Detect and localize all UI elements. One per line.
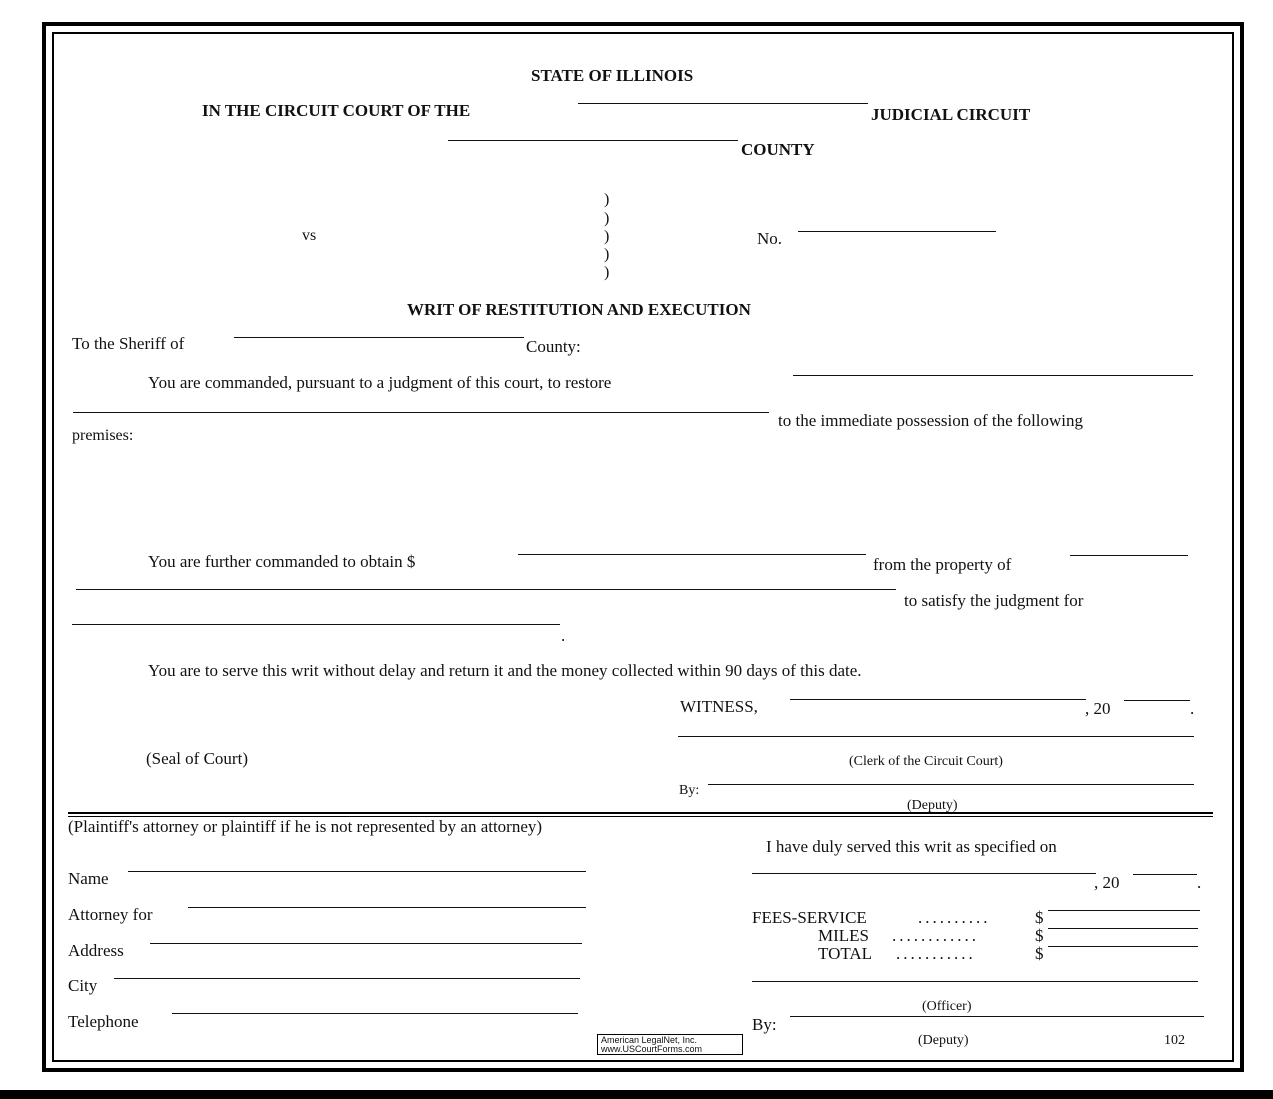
- satisfy-label: to satisfy the judgment for: [904, 591, 1084, 610]
- vs-label: vs: [302, 227, 317, 244]
- officer-label: (Officer): [922, 999, 972, 1014]
- clerk-deputy-label: (Deputy): [907, 798, 958, 813]
- witness-date-blank[interactable]: [790, 699, 1086, 700]
- total-dots: ...........: [896, 944, 976, 963]
- restore-to-blank-2[interactable]: [73, 412, 769, 413]
- clerk-deputy-line[interactable]: [708, 784, 1194, 785]
- circuit-blank[interactable]: [578, 103, 868, 104]
- commanded-text: You are commanded, pursuant to a judgment of this court, to restore: [148, 373, 612, 392]
- city-label: City: [68, 976, 98, 995]
- further-text: You are further commanded to obtain $: [148, 552, 416, 571]
- served-period: .: [1197, 873, 1202, 892]
- publisher-url: www.USCourtForms.com: [601, 1044, 703, 1054]
- possession-text: to the immediate possession of the following: [778, 411, 1084, 430]
- return-by-label: By:: [752, 1015, 777, 1034]
- served-year-prefix: , 20: [1094, 873, 1120, 892]
- caption-paren: ): [604, 246, 610, 263]
- miles-dollar: $: [1035, 926, 1044, 945]
- serve-text: You are to serve this writ without delay and return it and the money collected within 90 days of this date.: [148, 661, 862, 680]
- total-label: TOTAL: [818, 944, 873, 963]
- total-dollar: $: [1035, 944, 1044, 963]
- publisher-logo[interactable]: [597, 1034, 743, 1055]
- fees-service-blank[interactable]: [1048, 910, 1200, 911]
- clerk-signature-line[interactable]: [678, 736, 1194, 737]
- caption-paren: ): [604, 264, 610, 281]
- county-blank[interactable]: [448, 140, 738, 141]
- scan-bottom-edge: [0, 1090, 1273, 1099]
- attorney-for-label: Attorney for: [68, 905, 153, 924]
- miles-dots: ............: [892, 926, 979, 945]
- publisher-name: American LegalNet, Inc.: [601, 1035, 698, 1045]
- state-header: STATE OF ILLINOIS: [531, 66, 694, 85]
- judgment-for-blank[interactable]: [72, 624, 560, 625]
- county-label: COUNTY: [741, 140, 815, 159]
- sheriff-county-blank[interactable]: [234, 337, 524, 338]
- witness-year-prefix: , 20: [1085, 699, 1111, 718]
- address-blank[interactable]: [150, 943, 582, 944]
- amount-blank[interactable]: [518, 554, 866, 555]
- fees-service-label: FEES-SERVICE: [752, 908, 867, 927]
- witness-label: WITNESS,: [680, 697, 758, 716]
- seal-label: (Seal of Court): [146, 749, 248, 768]
- property-of-label: from the property of: [873, 555, 1012, 574]
- address-label: Address: [68, 941, 124, 960]
- judgment-period: .: [561, 626, 566, 645]
- form-number: 102: [1164, 1033, 1185, 1048]
- caption-paren: ): [604, 228, 610, 245]
- miles-label: MILES: [818, 926, 869, 945]
- telephone-blank[interactable]: [172, 1013, 578, 1014]
- name-label: Name: [68, 869, 109, 888]
- property-of-blank[interactable]: [1070, 555, 1188, 556]
- telephone-label: Telephone: [68, 1012, 139, 1031]
- document-title: WRIT OF RESTITUTION AND EXECUTION: [407, 300, 751, 319]
- defendant-blank[interactable]: [76, 589, 896, 590]
- judicial-circuit-label: JUDICIAL CIRCUIT: [871, 105, 1031, 124]
- return-deputy-line[interactable]: [790, 1016, 1204, 1017]
- miles-blank[interactable]: [1048, 928, 1198, 929]
- section-divider: [68, 812, 1213, 814]
- case-number-label: No.: [757, 229, 783, 248]
- case-number-blank[interactable]: [798, 231, 996, 232]
- served-text: I have duly served this writ as specified on: [766, 837, 1057, 856]
- caption-paren: ): [604, 210, 610, 227]
- sheriff-suffix: County:: [526, 337, 581, 356]
- return-deputy-label: (Deputy): [918, 1033, 969, 1048]
- premises-label: premises:: [72, 427, 134, 444]
- attorney-heading: (Plaintiff's attorney or plaintiff if he is not represented by an attorney): [68, 817, 543, 836]
- witness-year-blank[interactable]: [1124, 700, 1190, 701]
- court-header: IN THE CIRCUIT COURT OF THE: [202, 101, 471, 120]
- served-date-blank[interactable]: [752, 873, 1096, 874]
- clerk-by-label: By:: [679, 783, 700, 798]
- name-blank[interactable]: [128, 871, 586, 872]
- witness-period: .: [1190, 699, 1195, 718]
- officer-signature-line[interactable]: [752, 981, 1198, 982]
- fees-service-dots: ..........: [918, 908, 991, 927]
- sheriff-prefix: To the Sheriff of: [72, 334, 185, 353]
- clerk-label: (Clerk of the Circuit Court): [849, 754, 1003, 769]
- total-blank[interactable]: [1048, 946, 1198, 947]
- caption-paren: ): [604, 191, 610, 208]
- attorney-for-blank[interactable]: [188, 907, 586, 908]
- city-blank[interactable]: [114, 978, 580, 979]
- restore-to-blank[interactable]: [793, 375, 1193, 376]
- fees-service-dollar: $: [1035, 908, 1044, 927]
- served-year-blank[interactable]: [1133, 874, 1197, 875]
